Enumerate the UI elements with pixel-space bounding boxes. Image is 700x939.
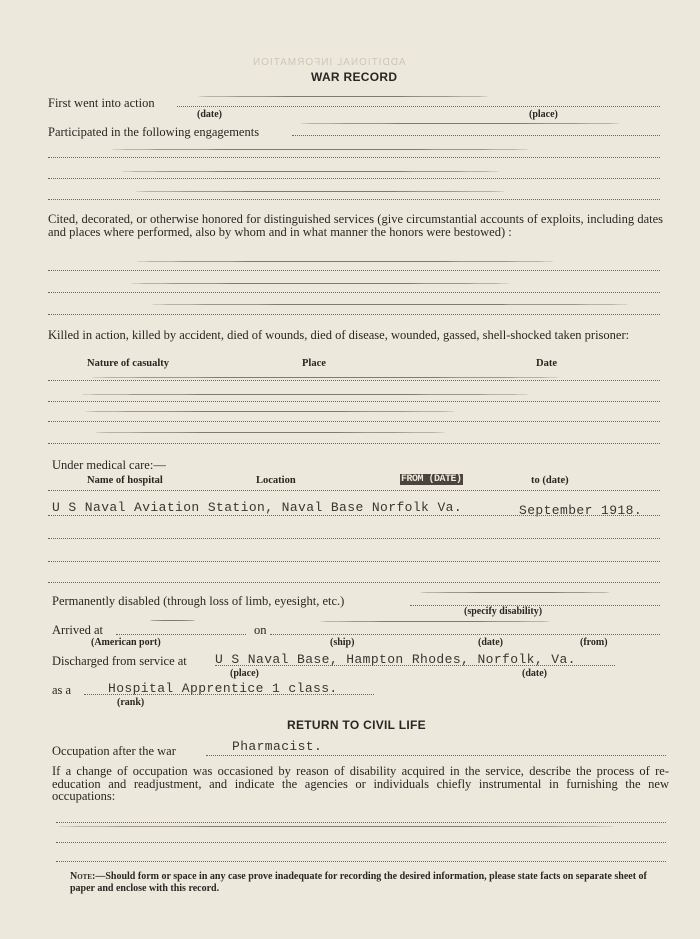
first-action-line xyxy=(177,106,660,107)
cited-line-3 xyxy=(48,314,660,315)
place-caption: (place) xyxy=(529,109,558,120)
engagements-line-2 xyxy=(48,157,660,158)
struck-from-date-stamp: FROM (DATE) xyxy=(401,474,462,485)
pen-stroke xyxy=(300,123,620,124)
casualty-line-2 xyxy=(48,401,660,402)
pen-stroke xyxy=(130,283,510,284)
cited-instructions: Cited, decorated, or otherwise honored for distinguished services (give circumstantial accounts of exploits, including dates and places where performed, also by whom and in what manner the honors were bestowed) : xyxy=(48,212,663,239)
civil-life-title: RETURN TO CIVIL LIFE xyxy=(287,718,426,732)
pen-stroke xyxy=(420,592,610,593)
first-action-label: First went into action xyxy=(48,96,155,110)
pen-stroke xyxy=(90,377,560,378)
bleed-through-heading: ADDITIONAL INFORMATION xyxy=(252,57,406,68)
war-record-title: WAR RECORD xyxy=(311,70,398,84)
american-port-caption: (American port) xyxy=(91,637,161,648)
engagements-line-4 xyxy=(48,199,660,200)
discharge-place-entry: U S Naval Base, Hampton Rhodes, Norfolk, Va. xyxy=(215,652,576,667)
as-a-label: as a xyxy=(52,683,72,697)
pen-stroke xyxy=(135,261,555,262)
casualty-line-1 xyxy=(48,380,660,381)
disability-label: Permanently disabled (through loss of limb, eyesight, etc.) xyxy=(52,594,345,608)
cited-line-2 xyxy=(48,292,660,293)
casualty-instructions: Killed in action, killed by accident, died of wounds, died of disease, wounded, gassed, shell-shocked taken prisoner: xyxy=(48,328,630,342)
engagements-line-3 xyxy=(48,178,660,179)
arrived-ship-line xyxy=(270,634,660,635)
pen-stroke xyxy=(110,149,530,150)
engagements-line-1 xyxy=(292,135,660,136)
discharge-place-caption: (place) xyxy=(230,668,259,679)
hospital-entry: U S Naval Aviation Station, Naval Base Norfolk Va. xyxy=(52,500,463,515)
arrival-date-caption: (date) xyxy=(478,637,503,648)
medical-line-4 xyxy=(48,582,660,583)
rank-caption: (rank) xyxy=(117,697,145,708)
col-date: Date xyxy=(536,358,557,369)
pen-stroke xyxy=(120,171,500,172)
on-label: on xyxy=(254,623,267,637)
medical-care-label: Under medical care:— xyxy=(52,458,166,472)
medical-line-3 xyxy=(48,561,660,562)
pen-stroke xyxy=(80,394,530,395)
casualty-line-4 xyxy=(48,443,660,444)
pen-stroke xyxy=(56,826,616,827)
engagements-label: Participated in the following engagements xyxy=(48,125,260,139)
discharged-label: Discharged from service at xyxy=(52,654,187,668)
arrived-port-line xyxy=(116,634,246,635)
medical-line-1 xyxy=(48,515,660,516)
arrived-label: Arrived at xyxy=(52,623,104,637)
note-label: Note: xyxy=(70,871,96,882)
change-line-3 xyxy=(56,861,666,862)
casualty-line-3 xyxy=(48,421,660,422)
pen-stroke xyxy=(320,621,550,622)
ship-caption: (ship) xyxy=(330,637,355,648)
col-nature-of-casualty: Nature of casualty xyxy=(87,358,170,369)
occupation-change-instructions: If a change of occupation was occasioned by reason of disability acquired in the service, describe the process of re-education and readjustment, and indicate the agencies or individuals chiefly instrumental in furnishing the new occupations: xyxy=(52,764,669,803)
disability-caption: (specify disability) xyxy=(464,606,543,617)
change-line-1 xyxy=(56,822,666,823)
pen-stroke xyxy=(95,432,445,433)
rank-entry: Hospital Apprentice 1 class. xyxy=(108,681,338,696)
col-to-date: to (date) xyxy=(531,475,569,486)
change-line-2 xyxy=(56,842,666,843)
col-place: Place xyxy=(302,358,326,369)
occupation-entry: Pharmacist. xyxy=(232,739,323,754)
pen-stroke xyxy=(135,191,505,192)
cited-line-1 xyxy=(48,270,660,271)
note-text: —Should form or space in any case prove inadequate for recording the desired information, please state facts on separate sheet of paper and enclose with this record. xyxy=(70,871,647,894)
occupation-line xyxy=(206,755,666,756)
col-location: Location xyxy=(256,475,296,486)
pen-stroke xyxy=(198,96,488,97)
hospital-date-entry: September 1918. xyxy=(519,503,643,518)
pen-stroke xyxy=(150,304,630,305)
date-caption: (date) xyxy=(197,109,222,120)
pen-stroke xyxy=(150,620,195,621)
medical-header-line xyxy=(48,490,660,491)
from-caption: (from) xyxy=(580,637,608,648)
col-name-of-hospital: Name of hospital xyxy=(87,475,163,486)
pen-stroke xyxy=(85,411,455,412)
discharge-date-caption: (date) xyxy=(522,668,547,679)
footnote xyxy=(70,871,670,895)
occupation-label: Occupation after the war xyxy=(52,744,176,758)
medical-line-2 xyxy=(48,538,660,539)
